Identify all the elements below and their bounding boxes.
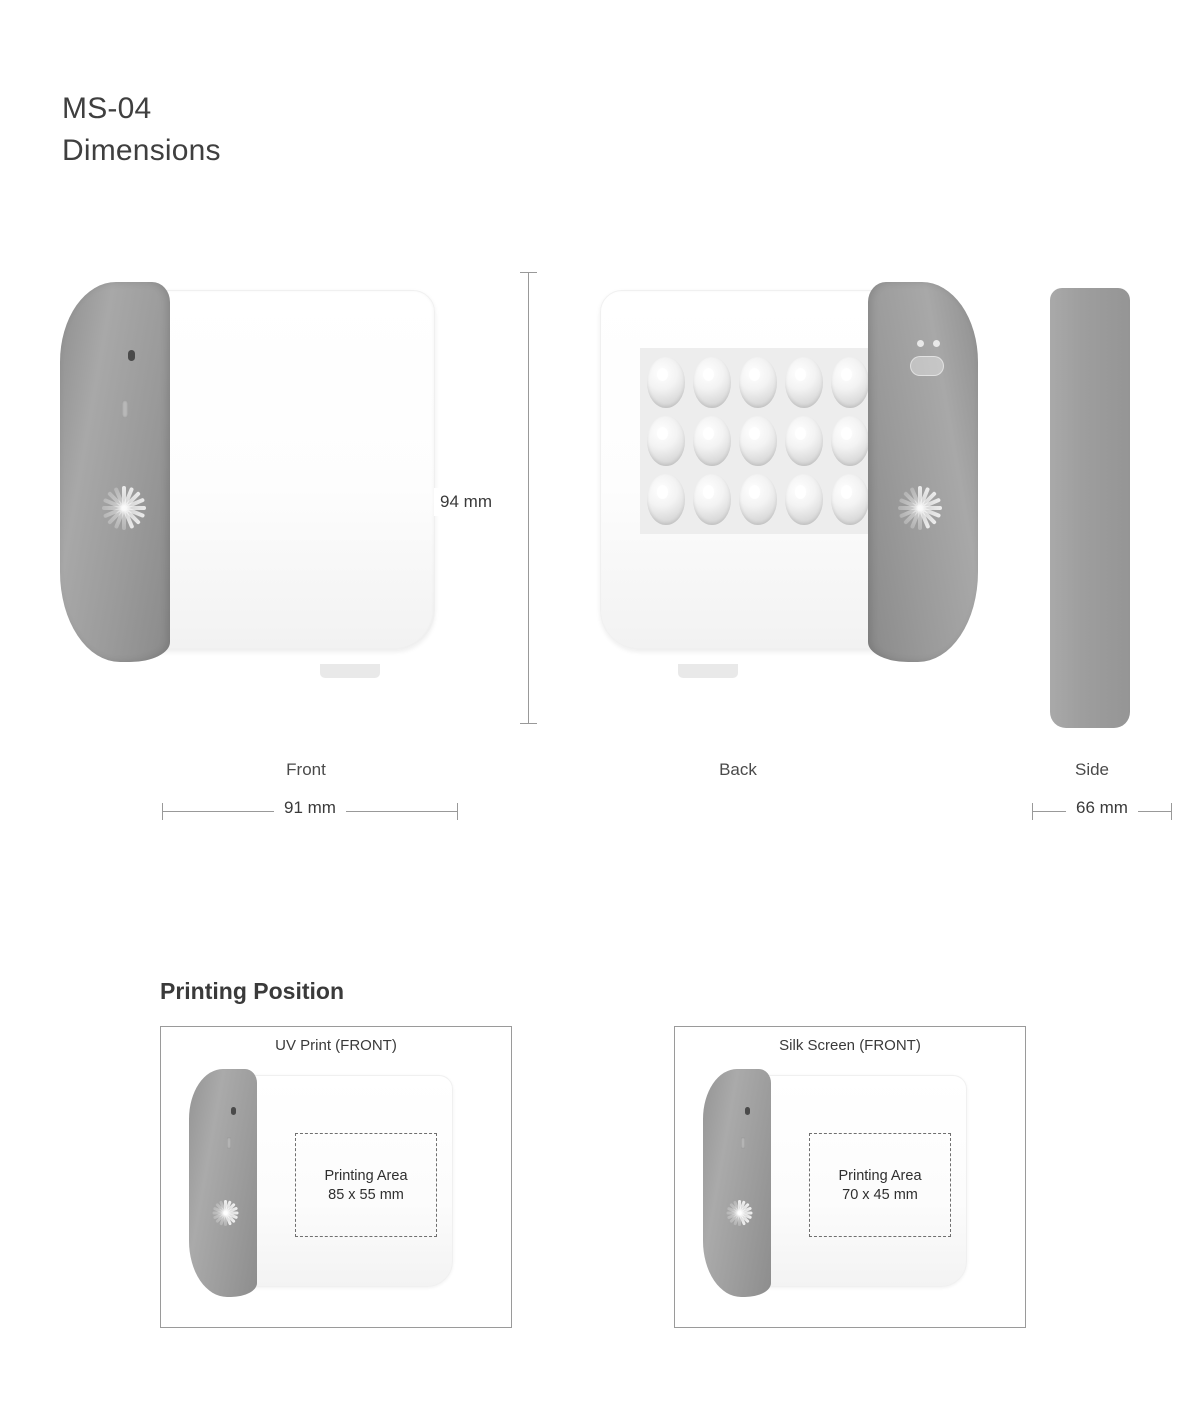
device-foot: [320, 664, 380, 678]
width-dimension-label: 91 mm: [274, 798, 346, 818]
device-side-slab: [1050, 288, 1130, 728]
device-side-panel: [60, 282, 170, 662]
height-dimension-label: 94 mm: [434, 488, 498, 516]
mini-device-front: [703, 1069, 981, 1307]
view-label-back: Back: [719, 760, 757, 779]
button-dot-icon: [933, 340, 940, 347]
print-box-uv: [160, 1026, 512, 1328]
front-view-image: [60, 282, 460, 672]
dimension-cap: [457, 803, 458, 820]
printing-area-label: Printing Area: [838, 1167, 922, 1184]
suction-cup: [739, 416, 777, 467]
printing-area-box: [809, 1133, 951, 1237]
port-icon: [128, 350, 135, 361]
suction-cup: [693, 474, 731, 525]
print-box-title: UV Print (FRONT): [275, 1037, 397, 1054]
height-dimension-line: [528, 272, 529, 724]
slot-icon: [122, 400, 128, 418]
side-view-image: [1050, 288, 1140, 738]
suction-cup: [739, 357, 777, 408]
suction-cup: [831, 357, 869, 408]
mini-device-side-panel: [189, 1069, 257, 1297]
dimension-cap: [162, 803, 163, 820]
slot-icon: [741, 1137, 745, 1149]
speaker-grille-icon: [874, 462, 966, 554]
button-dot-icon: [917, 340, 924, 347]
suction-cup: [785, 357, 823, 408]
suction-cup: [693, 416, 731, 467]
suction-cup: [831, 416, 869, 467]
speaker-grille-icon: [78, 462, 170, 554]
depth-dimension-label: 66 mm: [1066, 798, 1138, 818]
dimension-cap: [1032, 803, 1033, 820]
device-foot: [678, 664, 738, 678]
depth-dimension-line: [1032, 798, 1172, 817]
mini-device-side-panel: [703, 1069, 771, 1297]
suction-cup: [647, 357, 685, 408]
suction-cup: [647, 416, 685, 467]
product-views: [0, 260, 1200, 760]
printing-area-size: 85 x 55 mm: [328, 1186, 404, 1203]
mini-device-front: [189, 1069, 467, 1307]
printing-position-title: Printing Position: [160, 978, 344, 1004]
suction-cup: [647, 474, 685, 525]
print-box-silk: [674, 1026, 1026, 1328]
suction-cup: [739, 474, 777, 525]
device-side-panel: [868, 282, 978, 662]
print-box-title: Silk Screen (FRONT): [779, 1037, 921, 1054]
port-icon: [745, 1107, 750, 1115]
suction-cup: [785, 474, 823, 525]
device-back: [578, 282, 978, 672]
view-label-front: Front: [286, 760, 326, 779]
speaker-grille-icon: [197, 1185, 253, 1241]
dimension-cap: [1171, 803, 1172, 820]
page-title-line1: MS-04: [62, 92, 152, 125]
suction-cup: [831, 474, 869, 525]
printing-area-box: [295, 1133, 437, 1237]
speaker-grille-icon: [711, 1185, 767, 1241]
port-icon: [231, 1107, 236, 1115]
back-view-image: [578, 282, 978, 672]
view-label-side: Side: [1074, 760, 1110, 779]
suction-cup: [693, 357, 731, 408]
page-title: [62, 88, 221, 172]
suction-cup: [785, 416, 823, 467]
slot-icon: [227, 1137, 231, 1149]
button-pill-icon: [910, 356, 944, 376]
width-dimension-line: [162, 798, 458, 817]
printing-area-size: 70 x 45 mm: [842, 1186, 918, 1203]
device-front: [60, 282, 460, 672]
printing-area-label: Printing Area: [324, 1167, 408, 1184]
page-title-line2: Dimensions: [62, 134, 221, 167]
